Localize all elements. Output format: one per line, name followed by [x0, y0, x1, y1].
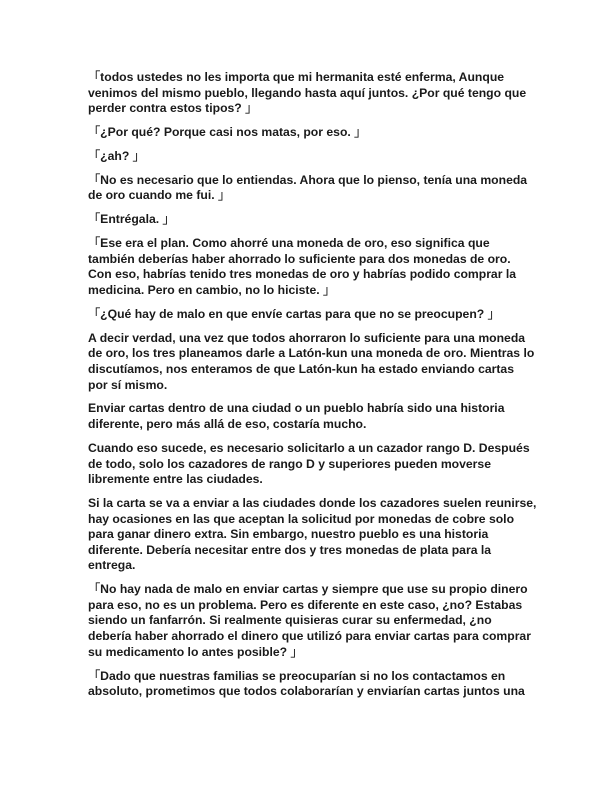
paragraph-3 — [88, 149, 528, 165]
text-line: debería haber ahorrado el dinero que utilizó para enviar cartas para comprar — [88, 629, 531, 644]
text-line: para eso, no es un problema. Pero es diferente en este caso, ¿no? Estabas — [88, 597, 523, 612]
text-line: Con eso, habrías tenido tres monedas de oro y habrías podido comprar la — [88, 267, 517, 282]
text-line: 「No hay nada de malo en enviar cartas y siempre que use su propio dinero — [88, 582, 528, 597]
text-line: 「¿ah? 」 — [88, 148, 145, 163]
text-line: perder contra estos tipos? 」 — [88, 101, 258, 116]
text-line: absoluto, prometimos que todos colaborarían y enviarían cartas juntos una — [88, 684, 525, 699]
paragraph-6 — [88, 236, 528, 298]
paragraph-4 — [88, 173, 528, 204]
text-line: de oro cuando me fui. 」 — [88, 188, 231, 203]
text-line: libremente entre las ciudades. — [88, 472, 263, 487]
text-line: entrega. — [88, 558, 136, 573]
text-line: diferente, pero más allá de eso, costaría mucho. — [88, 417, 367, 432]
text-line: para ganar dinero extra. Sin embargo, nuestro pueblo es una historia — [88, 527, 489, 542]
text-line: Cuando eso sucede, es necesario solicitarlo a un cazador rango D. Después — [88, 440, 530, 455]
text-line: 「Ese era el plan. Como ahorré una moneda de oro, eso significa que — [88, 236, 490, 251]
paragraph-12 — [88, 582, 531, 660]
text-line: 「Dado que nuestras familias se preocuparían si no los contactamos en — [88, 668, 506, 683]
text-line: Enviar cartas dentro de una ciudad o un pueblo habría sido una historia — [88, 401, 505, 416]
text-line: 「Entrégala. 」 — [88, 212, 175, 227]
text-line: por sí mismo. — [88, 377, 168, 392]
paragraph-8 — [88, 330, 535, 393]
text-line: de oro, los tres planeamos darle a Latón-kun una moneda de oro. Mientras lo — [88, 346, 535, 361]
text-line: discutíamos, nos enteramos de que Latón-kun ha estado enviando cartas — [88, 361, 514, 376]
paragraph-11 — [88, 496, 537, 574]
text-line: medicina. Pero en cambio, no lo hiciste. 」 — [88, 283, 336, 298]
text-line: siendo un fanfarrón. Si realmente quisieras curar su enfermedad, ¿no — [88, 613, 492, 628]
text-line: hay ocasiones en las que aceptan la solicitud por monedas de cobre solo — [88, 511, 515, 526]
text-line: su medicamento lo antes posible? 」 — [88, 644, 303, 659]
paragraph-10 — [88, 441, 528, 488]
page-text — [88, 70, 537, 708]
text-line: A decir verdad, una vez que todos ahorraron lo suficiente para una moneda — [88, 330, 526, 345]
text-line: venimos del mismo pueblo, llegando hasta aquí juntos. ¿Por qué tengo que — [88, 85, 527, 100]
paragraph-13 — [88, 669, 528, 700]
paragraph-5 — [88, 212, 528, 228]
text-line: también deberías haber ahorrado lo suficiente para dos monedas de oro. — [88, 251, 511, 266]
text-line: diferente. Debería necesitar entre dos y tres monedas de plata para la — [88, 542, 492, 557]
paragraph-7 — [88, 307, 528, 323]
text-line: de todo, solo los cazadores de rango D y superiores pueden moverse — [88, 456, 491, 471]
paragraph-2 — [88, 125, 528, 141]
paragraph-1 — [88, 70, 528, 117]
text-line: 「¿Qué hay de malo en que envíe cartas para que no se preocupen? 」 — [88, 306, 500, 321]
text-line: 「todos ustedes no les importa que mi hermanita esté enferma, Aunque — [88, 70, 505, 84]
paragraph-9 — [88, 401, 528, 432]
text-line: 「¿Por qué? Porque casi nos matas, por eso. 」 — [88, 125, 367, 140]
text-line: Si la carta se va a enviar a las ciudades donde los cazadores suelen reunirse, — [88, 496, 537, 511]
text-line: 「No es necesario que lo entiendas. Ahora que lo pienso, tenía una moneda — [88, 172, 528, 187]
